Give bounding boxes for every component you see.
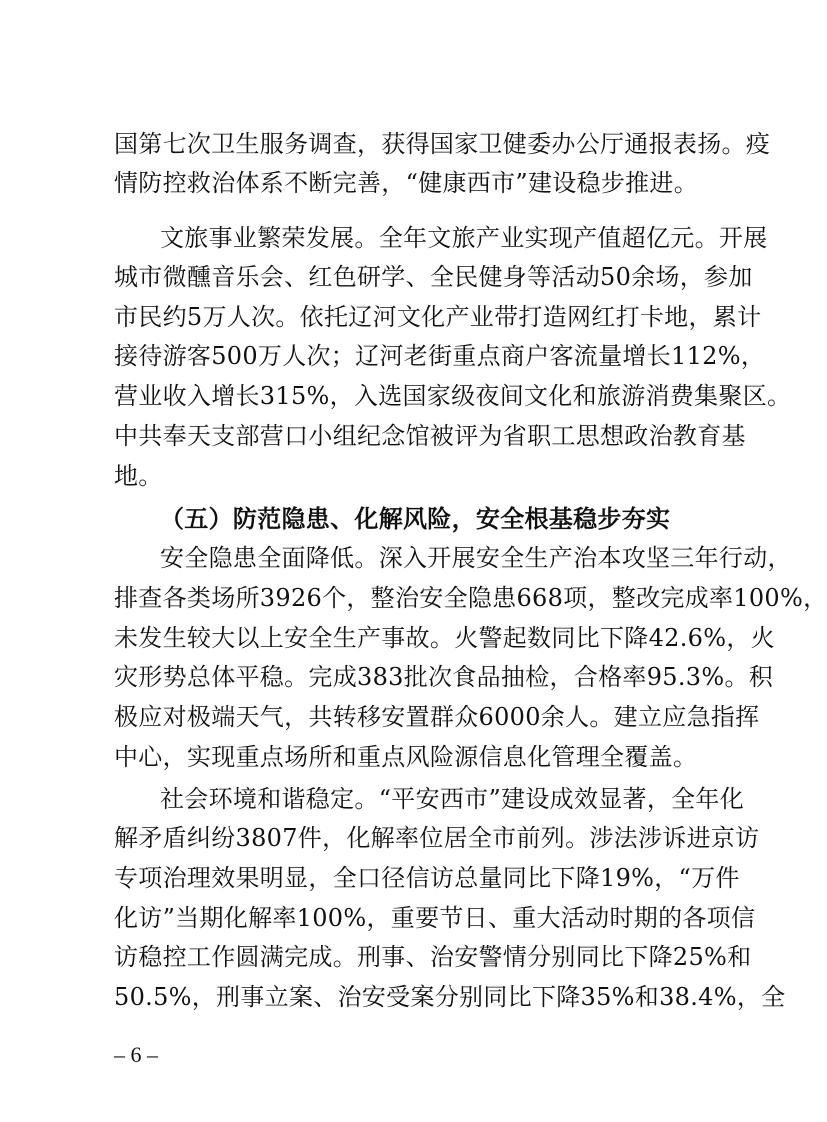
- paragraph-line: 排查各类场所3926个，整治安全隐患668项，整改完成率100%，: [114, 584, 827, 612]
- paragraph-line: 国第七次卫生服务调查，获得国家卫健委办公厅通报表扬。疫: [114, 130, 771, 158]
- paragraph-line: 访稳控工作圆满完成。刑事、治安警情分别同比下降25%和: [114, 943, 752, 971]
- paragraph-line: 文旅事业繁荣发展。全年文旅产业实现产值超亿元。开展: [160, 224, 768, 252]
- paragraph-line: 极应对极端天气，共转移安置群众6000余人。建立应急指挥: [114, 703, 760, 731]
- paragraph-line: 市民约5万人次。依托辽河文化产业带打造网红打卡地，累计: [114, 303, 762, 331]
- page-number: – 6 –: [114, 1042, 158, 1067]
- paragraph-line: 地。: [114, 462, 163, 490]
- paragraph-line: 营业收入增长315%，入选国家级夜间文化和旅游消费集聚区。: [114, 382, 792, 410]
- paragraph-line: 50.5%，刑事立案、治安受案分别同比下降35%和38.4%，全: [114, 983, 786, 1011]
- paragraph-line: 情防控救治体系不断完善，“健康西市”建设稳步推进。: [114, 169, 699, 197]
- paragraph-line: 社会环境和谐稳定。“平安西市”建设成效显著，全年化: [160, 785, 745, 813]
- paragraph-line: 安全隐患全面降低。深入开展安全生产治本攻坚三年行动，: [160, 544, 792, 572]
- paragraph-line: 化访”当期化解率100%，重要节日、重大活动时期的各项信: [114, 904, 756, 932]
- paragraph-line: 解矛盾纠纷3807件，化解率位居全市前列。涉法涉诉进京访: [114, 824, 760, 852]
- paragraph-line: 城市微醺音乐会、红色研学、全民健身等活动50余场，参加: [114, 263, 753, 291]
- paragraph-line: 接待游客500万人次；辽河老街重点商户客流量增长112%，: [114, 342, 766, 370]
- section-heading: （五）防范隐患、化解风险，安全根基稳步夯实: [160, 504, 671, 533]
- paragraph-line: 专项治理效果明显，全口径信访总量同比下降19%，“万件: [114, 864, 740, 892]
- paragraph-line: 中共奉天支部营口小组纪念馆被评为省职工思想政治教育基: [114, 422, 746, 450]
- paragraph-line: 未发生较大以上安全生产事故。火警起数同比下降42.6%，火: [114, 624, 775, 652]
- paragraph-line: 中心，实现重点场所和重点风险源信息化管理全覆盖。: [114, 743, 698, 771]
- paragraph-line: 灾形势总体平稳。完成383批次食品抽检，合格率95.3%。积: [114, 663, 774, 691]
